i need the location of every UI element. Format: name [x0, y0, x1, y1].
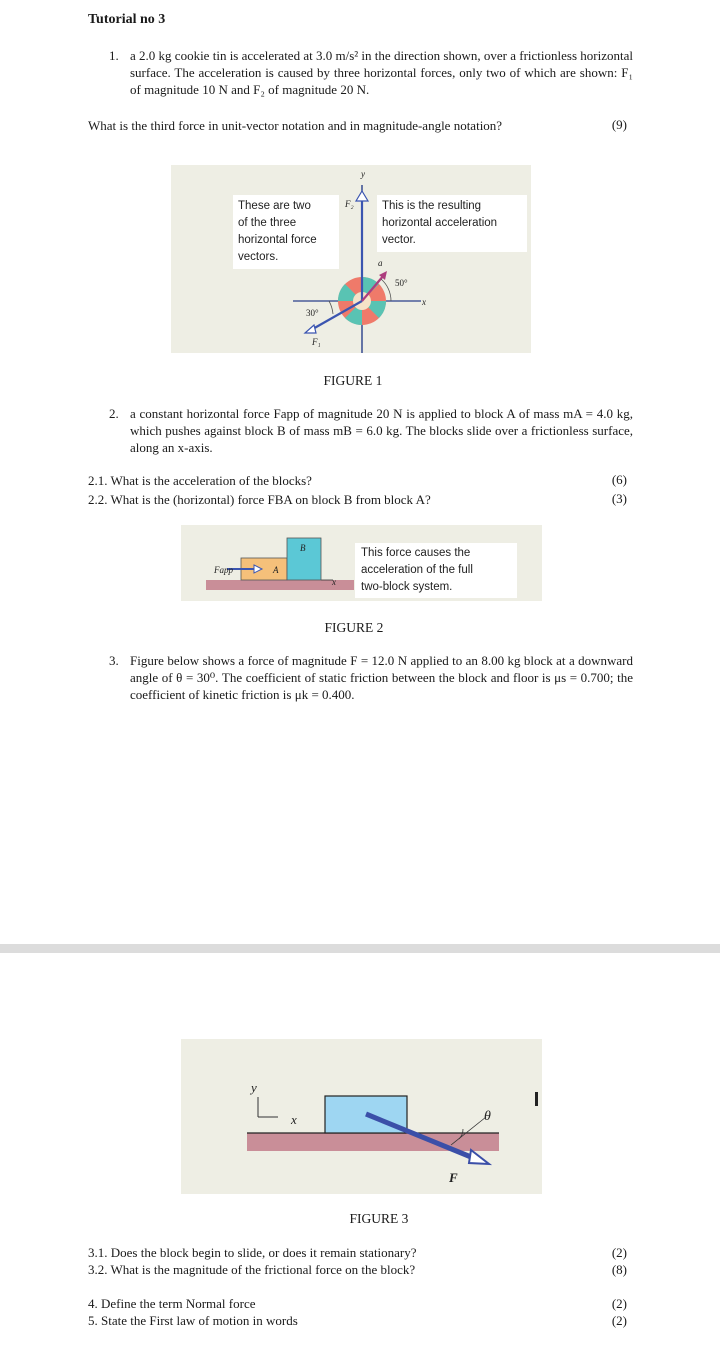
question-2-number: 2. [109, 406, 119, 421]
label-f1: F₁ [312, 337, 321, 347]
figure-2 [181, 525, 542, 601]
question-1-marks: (9) [611, 117, 627, 132]
question-1 [109, 47, 633, 98]
figure-2-callout: This force causes the acceleration of the full two-block system. [355, 543, 517, 598]
label-f: F [449, 1170, 458, 1185]
figure-1 [171, 165, 531, 353]
question-2 [109, 405, 633, 456]
page-title: Tutorial no 3 [88, 12, 166, 27]
question-3-1: 3.1. Does the block begin to slide, or does it remain stationary? [88, 1245, 417, 1260]
figure-2-caption: FIGURE 2 [324, 620, 384, 635]
question-2-1: 2.1. What is the acceleration of the blocks? [88, 473, 312, 488]
question-3-text: Figure below shows a force of magnitude F = 12.0 N applied to an 8.00 kg block at a downward angle of θ = 30⁰. The coefficient of static friction between the block and floor is μs = 0.700; the coefficient of kinetic friction is μk = 0.400. [130, 653, 633, 702]
question-1-number: 1. [109, 48, 119, 63]
question-4-marks: (2) [611, 1296, 627, 1311]
angle-arc-30 [329, 301, 333, 314]
label-y: y [251, 1080, 257, 1095]
label-x: x [332, 577, 336, 587]
figure-1-diagram [171, 165, 531, 353]
label-fapp: Fapp [214, 565, 233, 575]
question-2-text: a constant horizontal force Fapp of magnitude 20 N is applied to block A of mass mA = 4.0 kg, which pushes against block B of mass mB = 6.0 kg. The blocks slide over a frictionless surface, along an x-axis. [130, 406, 633, 455]
figure-3 [181, 1039, 542, 1194]
question-3-2: 3.2. What is the magnitude of the frictional force on the block? [88, 1262, 416, 1277]
figure-1-callout-left: These are two of the three horizontal force vectors. [233, 195, 339, 269]
label-y: y [361, 169, 365, 179]
question-5-marks: (2) [611, 1313, 627, 1328]
page-separator [0, 944, 720, 953]
label-x: x [422, 297, 426, 307]
figure-1-caption: FIGURE 1 [323, 373, 383, 388]
question-5: 5. State the First law of motion in words [88, 1313, 298, 1328]
label-30: 30° [306, 308, 319, 318]
question-2-1-marks: (6) [611, 472, 627, 487]
figure-3-diagram [181, 1039, 542, 1194]
force-arrowhead-icon [469, 1150, 489, 1164]
question-4: 4. Define the term Normal force [88, 1296, 256, 1311]
label-theta: θ [484, 1109, 491, 1124]
label-a: A [273, 565, 279, 575]
stray-mark [535, 1092, 538, 1106]
label-b: B [300, 543, 306, 553]
label-f2: F₂ [345, 199, 354, 209]
label-50: 50° [395, 278, 408, 288]
figure-1-callout-right: This is the resulting horizontal acceleration vector. [377, 195, 527, 252]
question-3-1-marks: (2) [611, 1245, 627, 1260]
label-x: x [291, 1112, 297, 1127]
question-1-prompt: What is the third force in unit-vector notation and in magnitude-angle notation? [88, 118, 503, 133]
f2-arrowhead-icon [356, 191, 368, 201]
figure-3-caption: FIGURE 3 [349, 1211, 409, 1226]
question-3-number: 3. [109, 653, 119, 668]
question-3 [109, 652, 633, 703]
label-a: a [378, 258, 383, 268]
question-2-2: 2.2. What is the (horizontal) force FBA on block B from block A? [88, 492, 431, 507]
f1-arrowhead-icon [305, 325, 316, 333]
question-3-2-marks: (8) [611, 1262, 627, 1277]
question-2-2-marks: (3) [611, 491, 627, 506]
question-1-text: a 2.0 kg cookie tin is accelerated at 3.0 m/s² in the direction shown, over a frictionless horizontal surface. The acceleration is caused by three horizontal forces, only two of which are shown: F₁ of magnitude 10 N and F₂ of magnitude 20 N. [130, 48, 633, 97]
